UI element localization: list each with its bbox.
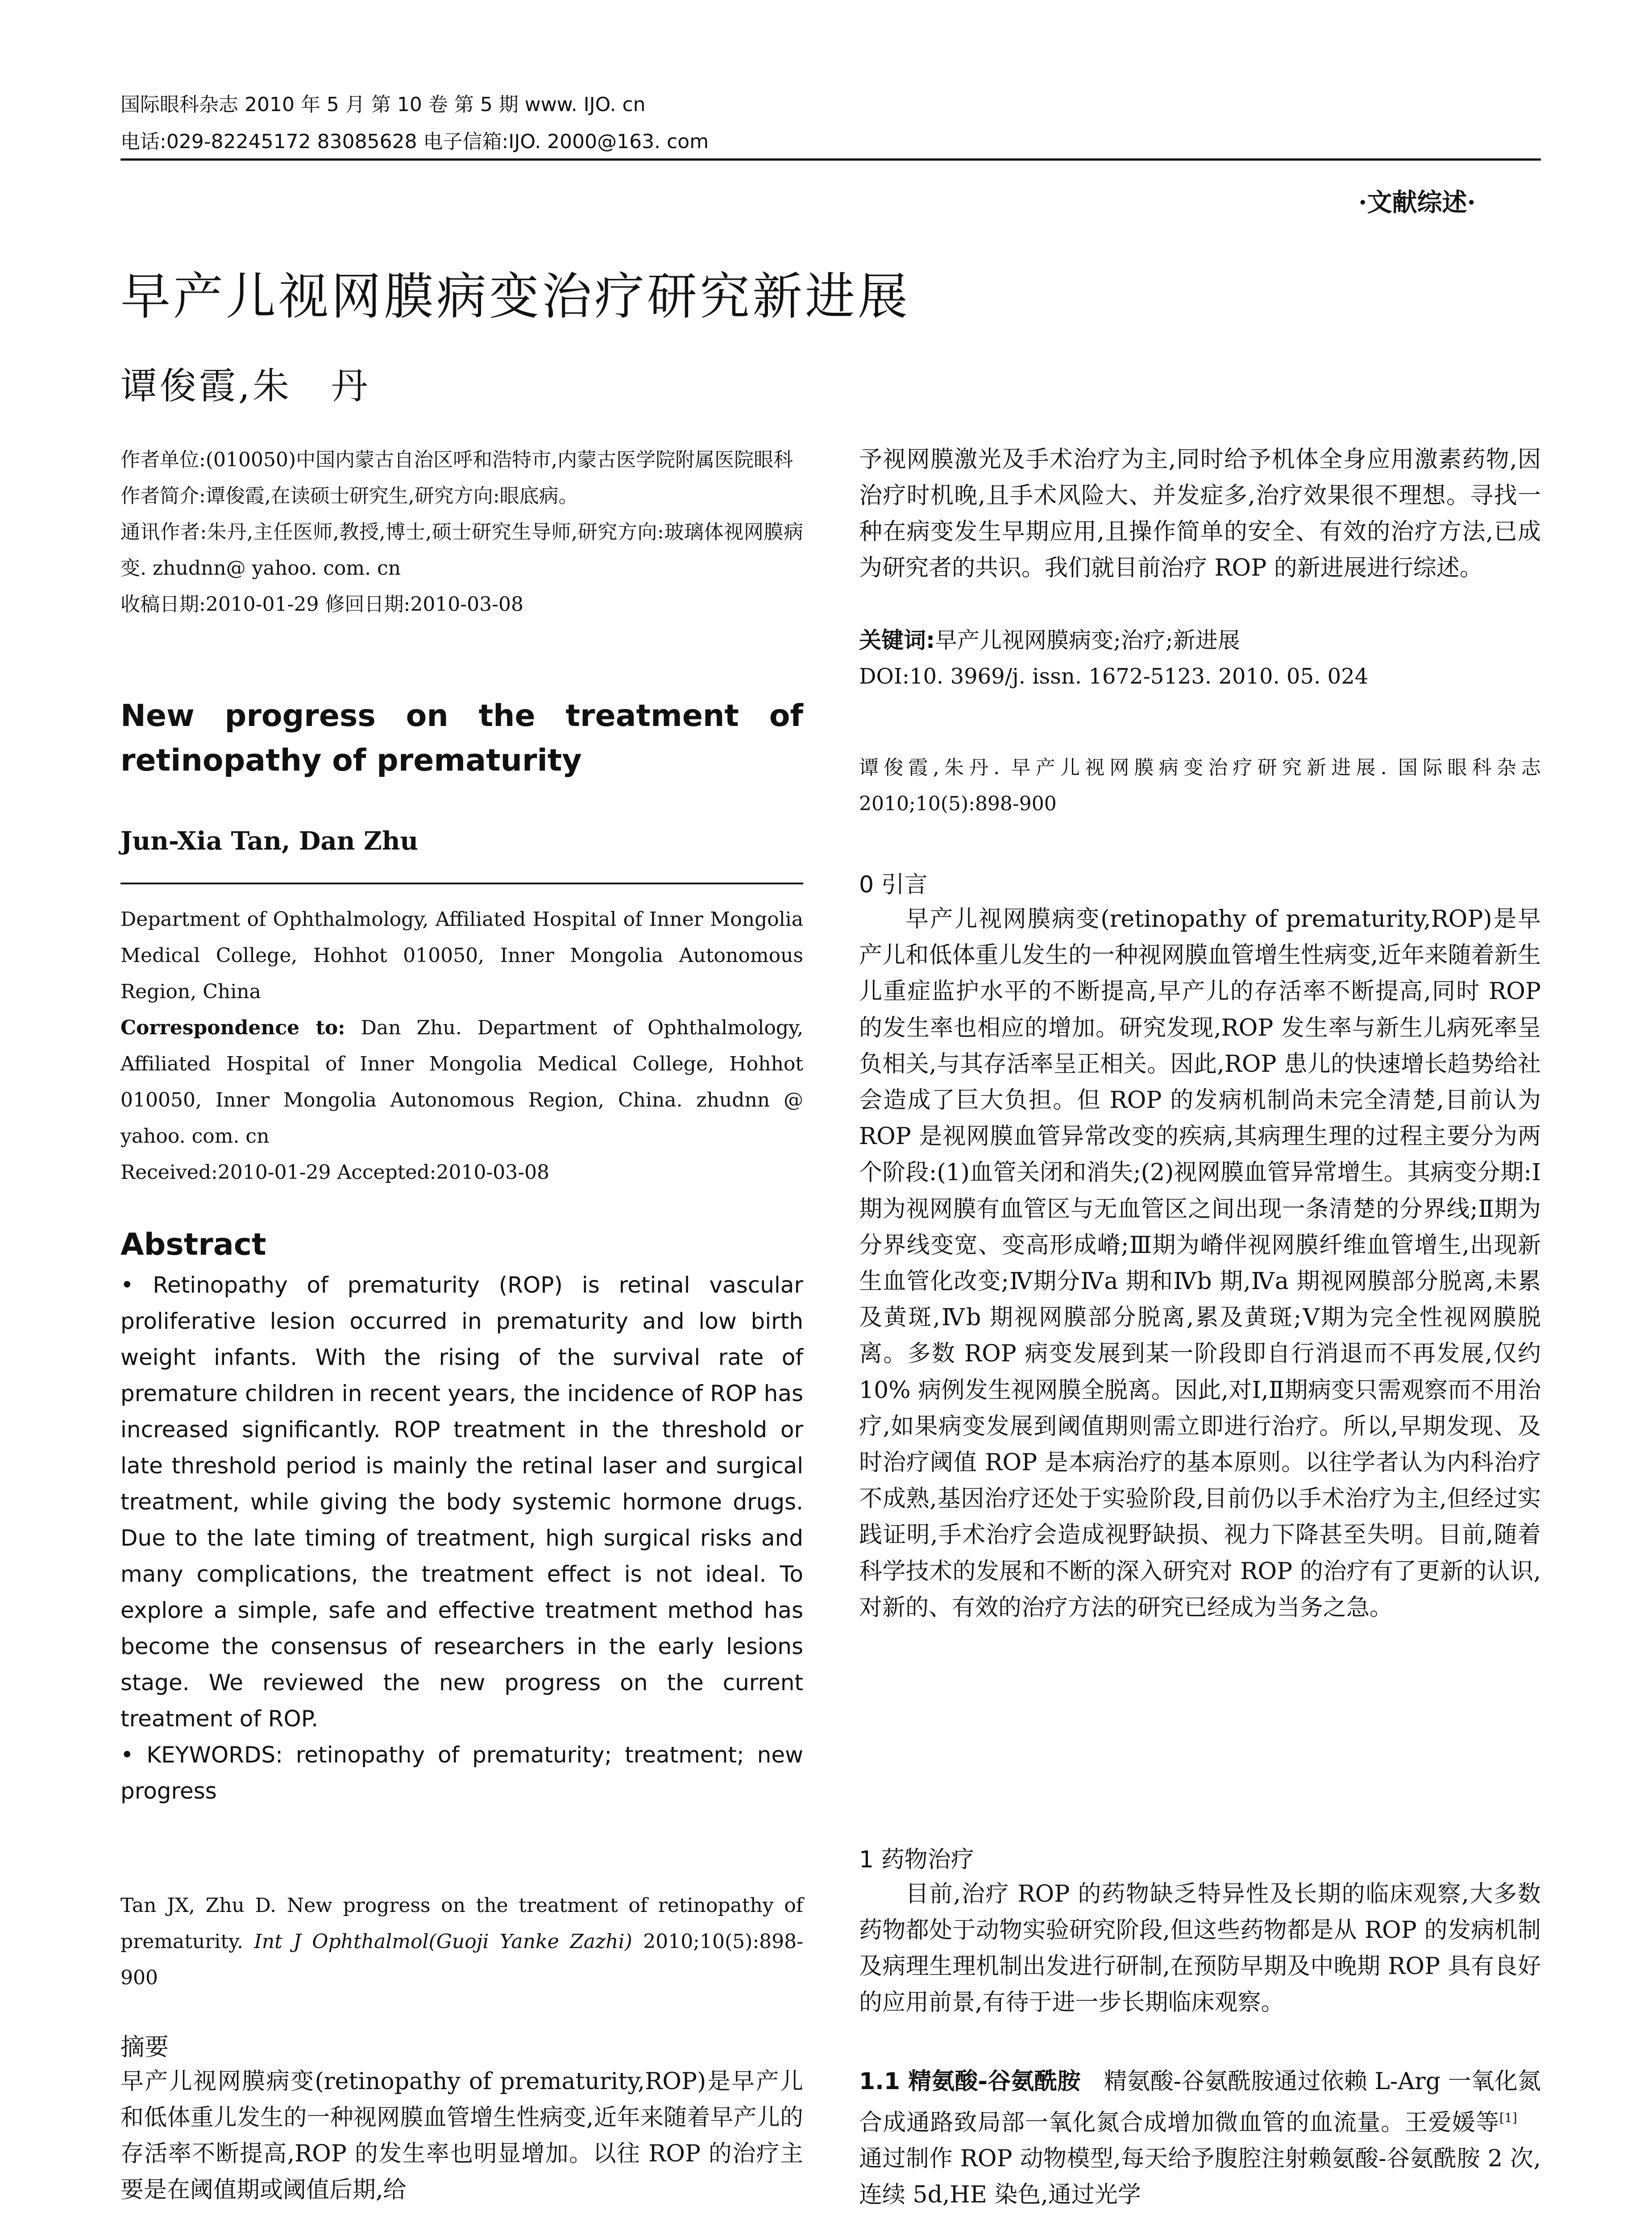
english-title: New progress on the treatment of retinopathy of prematurity [120, 698, 803, 778]
section-tag: ·文献综述· [1358, 188, 1476, 217]
abstract-text: • Retinopathy of prematurity (ROP) is retinal vascular proliferative lesion occurred in prematurity and low birth weight infants. With the rising of the survival rate of premature children in recent years, the incidence of ROP has increased significantly. ROP treatment in the threshold or late threshold period is mainly the retinal laser and surgical treatment, while giving the body systemic hormone drugs. Due to the late timing of treatment, high surgical risks and many complications, the treatment effect is not ideal. To explore a simple, safe and effective treatment method has become the consensus of researchers in the early lesions stage. We reviewed the new progress on the current treatment of ROP. [120, 1272, 803, 1732]
english-affiliation-block [120, 901, 803, 1190]
chinese-citation: 谭俊霞,朱丹. 早产儿视网膜病变治疗研究新进展. 国际眼科杂志 2010;10(5):898-900 [859, 756, 1541, 815]
article-title: 早产儿视网膜病变治疗研究新进展 [120, 268, 910, 326]
doi: DOI:10. 3969/j. issn. 1672-5123. 2010. 05. 024 [859, 664, 1369, 689]
left-column [120, 442, 803, 622]
section-1-body: 目前,治疗 ROP 的药物缺乏特异性及长期的临床观察,大多数药物都处于动物实验研究阶段,但这些药物都是从 ROP 的发病机制及病理生理机制出发进行研制,在预防早期及中晚期 ROP 具有良好的应用前景,有待于进一步长期临床观察。 [859, 1881, 1541, 2016]
chinese-abstract-body: 早产儿视网膜病变(retinopathy of prematurity,ROP)是早产儿和低体重儿发生的一种视网膜血管增生性病变,近年来随着早产儿的存活率不断提高,ROP 的发生率也明显增加。以往 ROP 的治疗主要是在阈值期或阈值后期,给 [120, 2068, 803, 2203]
reference-marker: [1] [1499, 2111, 1517, 2125]
citation-issue: 2010;10(5):898-900 [120, 1930, 803, 1989]
abstract-body [120, 1267, 803, 1809]
chinese-abstract-continued: 予视网膜激光及手术治疗为主,同时给予机体全身应用激素药物,因治疗时机晚,且手术风险大、并发症多,治疗效果很不理想。寻找一种在病变发生早期应用,且操作简单的安全、有效的治疗方法,已成为研究者的共识。我们就目前治疗 ROP 的新进展进行综述。 [859, 446, 1541, 581]
abstract-keywords: • KEYWORDS: retinopathy of prematurity; treatment; new progress [120, 1742, 803, 1804]
section-1-1-text: 精氨酸-谷氨酰胺通过依赖 L-Arg 一氧化氮合成通路致局部一氧化氮合成增加微血管的血流量。王爱媛等 [859, 2068, 1541, 2136]
author-affiliation: 作者单位:(010050)中国内蒙古自治区呼和浩特市,内蒙古医学院附属医院眼科 [120, 448, 793, 471]
section-1-1-heading: 1.1 精氨酸-谷氨酰胺 [859, 2068, 1081, 2095]
chinese-abstract-heading: 摘要 [120, 2033, 169, 2061]
abstract-heading: Abstract [120, 1227, 266, 1262]
authors-rule [120, 883, 803, 884]
section-1-heading: 1 药物治疗 [859, 1846, 974, 1873]
english-authors: Jun-Xia Tan, Dan Zhu [120, 826, 419, 856]
journal-header: 国际眼科杂志 2010 年 5 月 第 10 卷 第 5 期 www. IJO. cn [120, 93, 646, 116]
authors: 谭俊霞,朱 丹 [120, 365, 371, 407]
keywords-label: 关键词: [859, 627, 935, 653]
english-citation [120, 1887, 803, 1996]
correspondence [120, 1010, 803, 1154]
citation-authors: Tan JX, Zhu D. New progress on the treatment of retinopathy of prematurity. [120, 1894, 803, 1953]
section-1-1-paragraph [859, 2064, 1541, 2213]
header-rule [120, 158, 1541, 161]
section-1-1-text-2: 通过制作 ROP 动物模型,每天给予腹腔注射赖氨酸-谷氨酰胺 2 次,连续 5d,HE 染色,通过光学 [859, 2109, 1541, 2209]
chinese-keywords [859, 622, 1541, 659]
received-accepted: Received:2010-01-29 Accepted:2010-03-08 [120, 1161, 550, 1184]
received-dates: 收稿日期:2010-01-29 修回日期:2010-03-08 [120, 593, 524, 616]
department: Department of Ophthalmology, Affiliated Hospital of Inner Mongolia Medical College, Hohhot 010050, Inner Mongolia Autonomous Region, China [120, 908, 803, 1003]
correspondence-label: Correspondence to: [120, 1016, 345, 1039]
author-bio: 作者简介:谭俊霞,在读硕士研究生,研究方向:眼底病。 [120, 485, 578, 507]
citation-journal: Int J Ophthalmol(Guoji Yanke Zazhi) [254, 1930, 632, 1953]
correspondence-text: Dan Zhu. Department of Ophthalmology, Affiliated Hospital of Inner Mongolia Medical College, Hohhot 010050, Inner Mongolia Autonomous Region, China. zhudnn @ yahoo. com. cn [120, 1016, 803, 1148]
keywords-text: 早产儿视网膜病变;治疗;新进展 [935, 627, 1240, 653]
section-0-heading: 0 引言 [859, 871, 928, 898]
corresponding-author: 通讯作者:朱丹,主任医师,教授,博士,硕士研究生导师,研究方向:玻璃体视网膜病变. zhudnn@ yahoo. com. cn [120, 521, 803, 580]
section-0-body: 早产儿视网膜病变(retinopathy of prematurity,ROP)是早产儿和低体重儿发生的一种视网膜血管增生性病变,近年来随着新生儿重症监护水平的不断提高,早产儿的存活率不断提高,同时 ROP 的发生率也相应的增加。研究发现,ROP 发生率与新生儿病死率呈负相关,与其存活率呈正相关。因此,ROP 患儿的快速增长趋势给社会造成了巨大负担。但 ROP 的发病机制尚未完全清楚,目前认为 ROP 是视网膜血管异常改变的疾病,其病理生理的过程主要分为两个阶段:(1)血管关闭和消失;(2)视网膜血管异常增生。其病变分期:Ⅰ期为视网膜有血管区与无血管区之间出现一条清楚的分界线;Ⅱ期为分界线变宽、变高形成嵴;Ⅲ期为嵴伴视网膜纤维血管增生,出现新生血管化改变;Ⅳ期分Ⅳa 期和Ⅳb 期,Ⅳa 期视网膜部分脱离,未累及黄斑,Ⅳb 期视网膜部分脱离,累及黄斑;Ⅴ期为完全性视网膜脱离。多数 ROP 病变发展到某一阶段即自行消退而不再发展,仅约 10% 病例发生视网膜全脱离。因此,对Ⅰ,Ⅱ期病变只需观察而不用治疗,如果病变发展到阈值期则需立即进行治疗。所以,早期发现、及时治疗阈值 ROP 是本病治疗的基本原则。以往学者认为内科治疗不成熟,基因治疗还处于实验阶段,目前仍以手术治疗为主,但经过实践证明,手术治疗会造成视野缺损、视力下降甚至失明。目前,随着科学技术的发展和不断的深入研究对 ROP 的治疗有了更新的认识,对新的、有效的治疗方法的研究已经成为当务之急。 [859, 906, 1541, 1621]
contact-header: 电话:029-82245172 83085628 电子信箱:IJO. 2000@163. com [120, 130, 709, 153]
